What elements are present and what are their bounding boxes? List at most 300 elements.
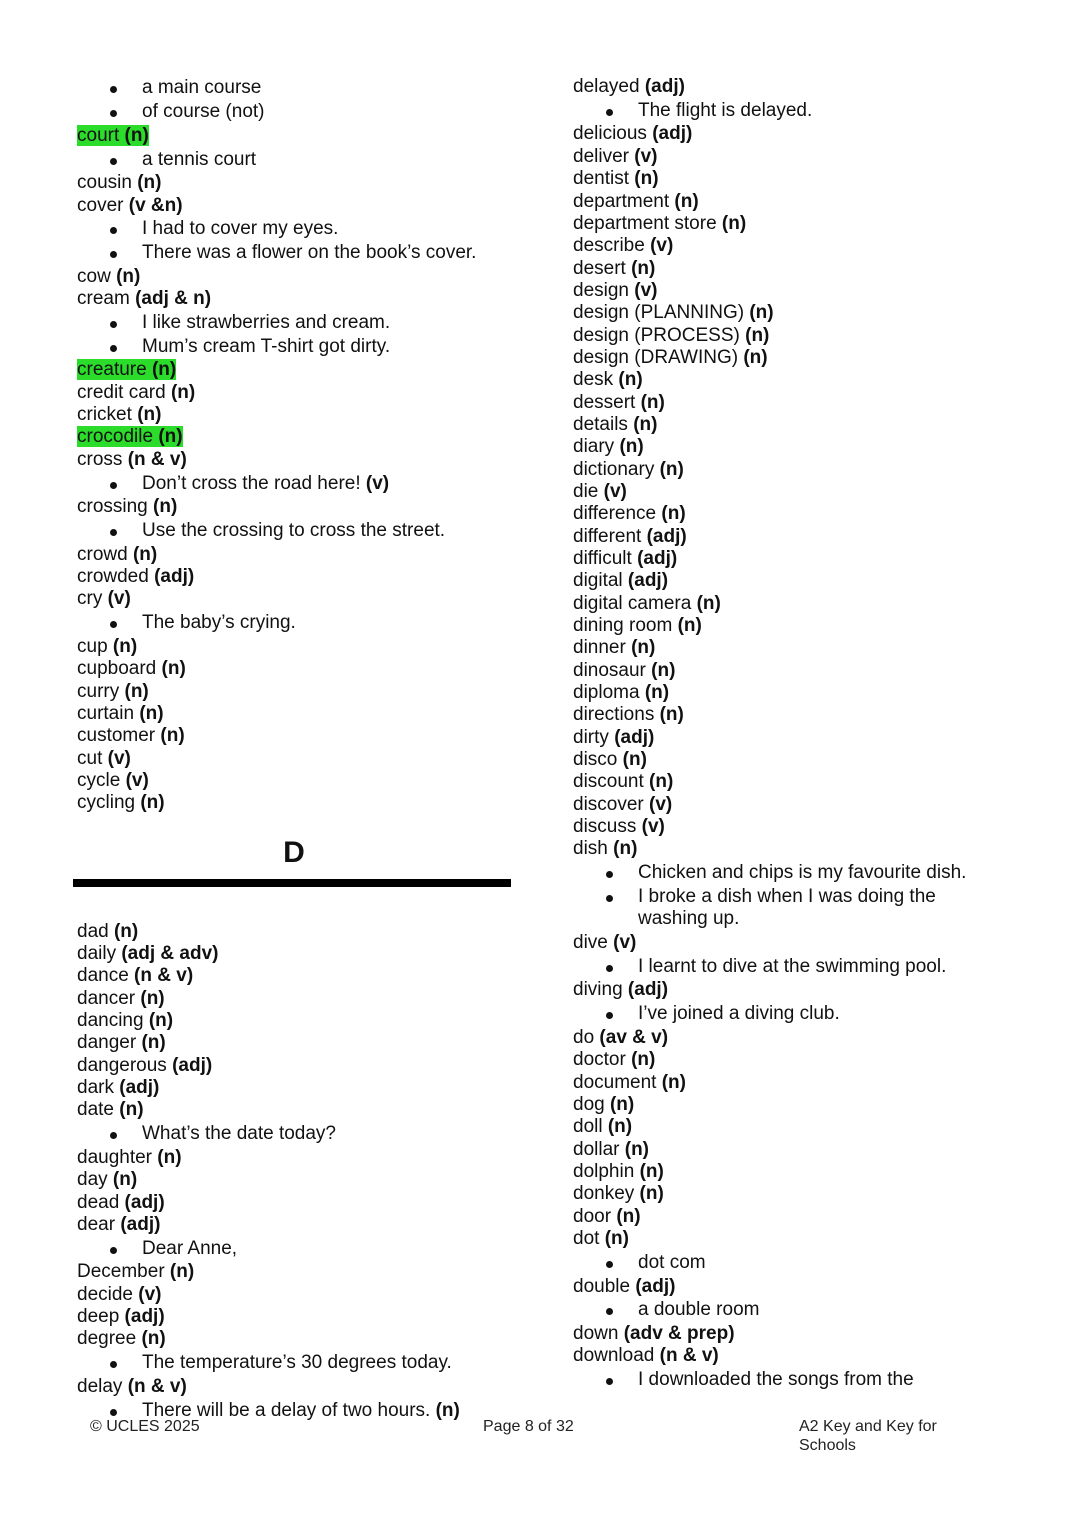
- part-of-speech: (n): [624, 1138, 650, 1160]
- part-of-speech: (v): [603, 480, 627, 502]
- word-entry: [77, 748, 517, 770]
- example-bullet: [77, 520, 517, 542]
- headword: delayed: [573, 76, 645, 97]
- headword: digital: [573, 570, 628, 592]
- word-entry: [77, 770, 517, 792]
- word-entry: [573, 771, 1023, 793]
- part-of-speech: (adj): [172, 1054, 213, 1076]
- example-text: The temperature’s 30 degrees today.: [142, 1352, 452, 1374]
- part-of-speech: (v): [125, 769, 149, 791]
- word-entry: [77, 426, 517, 448]
- word-entry: [573, 191, 1023, 213]
- headword: decide: [77, 1283, 139, 1305]
- example-bullet: [77, 1238, 517, 1260]
- headword: danger: [77, 1032, 142, 1054]
- headword: document: [573, 1071, 662, 1093]
- part-of-speech: (n & v): [659, 1345, 719, 1367]
- example-text: There will be a delay of two hours.: [142, 1399, 436, 1421]
- word-entry: [77, 1055, 517, 1077]
- headword: dead: [77, 1191, 125, 1213]
- part-of-speech: (v): [634, 279, 658, 301]
- word-entry: [77, 792, 517, 814]
- example-text: I like strawberries and cream.: [142, 311, 391, 333]
- part-of-speech: (n): [634, 168, 659, 190]
- headword: cut: [77, 747, 108, 769]
- part-of-speech: (n): [113, 920, 139, 942]
- part-of-speech: (adj): [120, 1213, 161, 1235]
- example-bullet: [573, 886, 1023, 931]
- example-text: I had to cover my eyes.: [142, 218, 339, 240]
- headword: donkey: [573, 1183, 640, 1205]
- example-text: Don’t cross the road here!: [142, 472, 366, 494]
- example-bullet: [573, 1369, 1023, 1391]
- word-entry: [573, 794, 1023, 816]
- part-of-speech: (n): [644, 682, 670, 704]
- word-entry: [573, 1049, 1023, 1071]
- word-entry: [77, 1147, 517, 1169]
- headword: dish: [573, 838, 614, 860]
- part-of-speech: (adj): [124, 1191, 165, 1213]
- headword: dictionary: [573, 458, 660, 480]
- part-of-speech: (v): [138, 1283, 162, 1305]
- headword: design: [573, 279, 635, 301]
- section-divider: [73, 879, 511, 887]
- headword: dollar: [573, 1138, 625, 1160]
- part-of-speech: (adj): [644, 76, 685, 97]
- example-bullet: [77, 1123, 517, 1145]
- word-entry: [77, 172, 517, 194]
- headword: down: [573, 1322, 624, 1344]
- headword: difference: [573, 503, 662, 525]
- headword: date: [77, 1099, 120, 1121]
- headword: digital camera: [573, 592, 697, 614]
- part-of-speech: (n): [153, 496, 178, 518]
- part-of-speech: (n): [661, 503, 686, 525]
- word-entry: [77, 496, 517, 518]
- part-of-speech: (n): [137, 172, 162, 194]
- word-entry: [77, 382, 517, 404]
- word-entry: [77, 988, 517, 1010]
- part-of-speech: (n): [435, 1399, 460, 1421]
- example-bullet: [573, 1299, 1023, 1321]
- part-of-speech: (n): [613, 838, 638, 860]
- word-entry: [573, 280, 1023, 302]
- word-entry: [77, 566, 517, 588]
- example-bullet: [77, 1352, 517, 1374]
- part-of-speech: (n & v): [127, 448, 187, 470]
- part-of-speech: (adj): [614, 726, 655, 748]
- word-entry: [77, 588, 517, 610]
- headword: doctor: [573, 1049, 632, 1071]
- part-of-speech: (n): [140, 987, 165, 1009]
- word-entry: [77, 943, 517, 965]
- part-of-speech: (adj): [627, 979, 669, 1001]
- part-of-speech: (n): [749, 302, 774, 324]
- part-of-speech: (n): [651, 659, 676, 681]
- word-entry: [77, 1077, 517, 1099]
- word-entry: [77, 1099, 517, 1121]
- example-text: I broke a dish when I was doing the: [638, 885, 936, 907]
- word-entry: [77, 1261, 517, 1283]
- headword: cricket: [77, 404, 138, 426]
- headword: daughter: [77, 1146, 158, 1168]
- example-text: Mum’s cream T-shirt got dirty.: [142, 335, 391, 357]
- word-entry: [573, 414, 1023, 436]
- part-of-speech: (n): [721, 212, 747, 234]
- word-entry: [77, 1010, 517, 1032]
- footer-copyright: © UCLES 2025: [90, 1418, 200, 1435]
- part-of-speech: (v): [107, 747, 131, 769]
- headword: cycling: [77, 792, 141, 814]
- headword: daily: [77, 942, 122, 964]
- word-entry: [573, 570, 1023, 592]
- part-of-speech: (n): [639, 1183, 664, 1205]
- word-entry: [77, 636, 517, 658]
- word-entry: [77, 1376, 517, 1398]
- headword: delay: [77, 1375, 128, 1397]
- headword: department store: [573, 212, 722, 234]
- word-entry: [573, 727, 1023, 749]
- headword: door: [573, 1205, 617, 1227]
- part-of-speech: (adj): [119, 1077, 160, 1099]
- left-column: [77, 76, 517, 1423]
- part-of-speech: (n): [141, 1032, 166, 1054]
- example-text: There was a flower on the book’s cover.: [142, 242, 477, 264]
- word-entry: [573, 1161, 1023, 1183]
- word-entry: [573, 436, 1023, 458]
- part-of-speech: (n): [607, 1116, 633, 1138]
- headword: dot: [573, 1228, 605, 1250]
- footer-document-title: A2 Key and Key for Schools: [799, 1418, 937, 1454]
- headword: dentist: [573, 168, 635, 190]
- headword: December: [77, 1261, 170, 1283]
- part-of-speech: (n): [170, 381, 196, 403]
- word-entry: [573, 302, 1023, 324]
- word-entry: [77, 1032, 517, 1054]
- word-entry: [573, 548, 1023, 570]
- headword: dessert: [573, 391, 641, 413]
- part-of-speech: (n): [116, 265, 141, 287]
- headword: disco: [573, 749, 623, 771]
- section-letter: D: [283, 835, 305, 869]
- headword: curry: [77, 680, 125, 702]
- headword: cream: [77, 288, 136, 310]
- word-entry: [77, 1169, 517, 1191]
- headword: cow: [77, 265, 117, 287]
- example-text: Use the crossing to cross the street.: [142, 520, 446, 541]
- word-entry: [573, 1276, 1023, 1298]
- headword: dinosaur: [573, 659, 652, 681]
- headword: diary: [573, 436, 620, 458]
- headword: dark: [77, 1077, 120, 1099]
- headword: design (PROCESS): [573, 324, 746, 346]
- right-column: [573, 76, 1023, 1393]
- word-list-d-continued: [573, 76, 1023, 1391]
- word-entry: [573, 704, 1023, 726]
- word-entry: [573, 615, 1023, 637]
- part-of-speech: (n & v): [134, 965, 194, 987]
- part-of-speech: (n): [137, 404, 162, 426]
- part-of-speech: (n): [619, 436, 644, 458]
- part-of-speech: (n): [743, 346, 768, 368]
- part-of-speech: (n): [140, 792, 165, 814]
- word-entry: [573, 1345, 1023, 1367]
- word-list-d: [77, 921, 517, 1422]
- part-of-speech: (adj): [124, 1306, 165, 1328]
- headword: cupboard: [77, 658, 162, 680]
- headword: discuss: [573, 816, 642, 838]
- word-entry: [77, 449, 517, 471]
- word-entry: [573, 1139, 1023, 1161]
- example-bullet: [77, 149, 517, 171]
- headword: design (DRAWING): [573, 346, 744, 368]
- headword: describe: [573, 235, 651, 257]
- headword: court: [77, 124, 125, 146]
- part-of-speech: (n): [169, 1261, 195, 1283]
- example-bullet: [77, 218, 517, 240]
- example-text: a double room: [638, 1299, 760, 1321]
- example-bullet: [77, 473, 517, 495]
- example-text: of course (not): [142, 101, 265, 123]
- part-of-speech: (n): [604, 1228, 629, 1250]
- word-entry: [573, 481, 1023, 503]
- word-entry: [573, 503, 1023, 525]
- word-entry: [573, 682, 1023, 704]
- headword: difficult: [573, 548, 638, 569]
- example-bullet: [77, 612, 517, 634]
- word-entry: [573, 637, 1023, 659]
- part-of-speech: (n): [124, 124, 149, 146]
- headword: directions: [573, 704, 660, 726]
- word-entry: [573, 235, 1023, 257]
- part-of-speech: (n): [609, 1093, 635, 1115]
- headword: dive: [573, 932, 614, 954]
- example-text: Dear Anne,: [142, 1237, 238, 1259]
- part-of-speech: (adv & prep): [623, 1322, 735, 1344]
- example-bullet: [77, 101, 517, 123]
- word-entry: [573, 213, 1023, 235]
- part-of-speech: (adj & adv): [121, 942, 219, 964]
- headword: discount: [573, 771, 650, 793]
- headword: cross: [77, 448, 128, 470]
- headword: do: [573, 1026, 600, 1048]
- part-of-speech: (n): [157, 1146, 182, 1168]
- word-entry: [77, 921, 517, 943]
- headword: dolphin: [573, 1161, 640, 1183]
- headword: cousin: [77, 172, 138, 194]
- headword: die: [573, 480, 604, 502]
- word-entry: [77, 1214, 517, 1236]
- example-bullet: [573, 1252, 1023, 1274]
- headword: dear: [77, 1213, 121, 1235]
- word-entry: [573, 1323, 1023, 1345]
- word-entry: [573, 347, 1023, 369]
- example-bullet: [77, 312, 517, 334]
- word-entry: [573, 325, 1023, 347]
- part-of-speech: (n): [631, 257, 656, 279]
- part-of-speech: (n): [132, 543, 158, 565]
- headword: deliver: [573, 145, 635, 167]
- footer-page-number: Page 8 of 32: [483, 1418, 574, 1435]
- word-entry: [573, 749, 1023, 771]
- headword: doll: [573, 1116, 608, 1138]
- headword: cover: [77, 194, 129, 216]
- word-entry: [573, 146, 1023, 168]
- word-entry: [77, 544, 517, 566]
- word-entry: [573, 1183, 1023, 1205]
- part-of-speech: (n): [674, 190, 699, 212]
- example-text: I downloaded the songs from the: [638, 1369, 914, 1391]
- example-text: The flight is delayed.: [638, 99, 813, 121]
- part-of-speech: (n): [659, 704, 684, 726]
- part-of-speech: (adj): [154, 566, 195, 588]
- headword: day: [77, 1169, 113, 1191]
- part-of-speech: (n): [160, 725, 185, 747]
- word-entry: [77, 1192, 517, 1214]
- word-entry: [573, 979, 1023, 1001]
- headword: credit card: [77, 381, 171, 403]
- word-entry: [573, 593, 1023, 615]
- example-bullet: [77, 242, 517, 264]
- headword: creature: [77, 359, 152, 381]
- part-of-speech: (n): [659, 458, 684, 480]
- word-entry: [573, 526, 1023, 548]
- headword: dining room: [573, 615, 678, 637]
- word-entry: [573, 459, 1023, 481]
- part-of-speech: (adj): [627, 570, 669, 592]
- word-entry: [77, 658, 517, 680]
- example-bullet: [573, 1003, 1023, 1025]
- part-of-speech: (n): [661, 1071, 686, 1093]
- headword: crocodile: [77, 426, 159, 448]
- word-entry: [573, 660, 1023, 682]
- part-of-speech: (v): [649, 793, 673, 815]
- part-of-speech: (n): [158, 426, 183, 448]
- word-entry: [77, 703, 517, 725]
- part-of-speech: (n): [112, 635, 138, 657]
- word-entry: [77, 404, 517, 426]
- word-entry: [573, 123, 1023, 145]
- word-entry: [77, 359, 517, 381]
- word-entry: [77, 266, 517, 288]
- headword: desert: [573, 257, 632, 279]
- word-entry: [77, 681, 517, 703]
- word-entry: [573, 258, 1023, 280]
- headword: delicious: [573, 123, 653, 145]
- part-of-speech: (n): [139, 702, 164, 724]
- headword: cup: [77, 635, 113, 657]
- part-of-speech: (n): [639, 1161, 664, 1183]
- headword: discover: [573, 793, 650, 815]
- example-text: dot com: [638, 1251, 706, 1273]
- headword: different: [573, 525, 647, 547]
- word-entry: [573, 1228, 1023, 1250]
- part-of-speech: (n): [141, 1328, 166, 1350]
- example-text: The baby’s crying.: [142, 612, 296, 634]
- headword: crossing: [77, 496, 154, 518]
- part-of-speech: (n): [616, 1205, 641, 1227]
- part-of-speech: (n): [119, 1099, 144, 1121]
- word-entry: [573, 76, 1023, 98]
- headword: customer: [77, 725, 161, 747]
- part-of-speech: (n): [649, 771, 674, 793]
- word-entry: [573, 168, 1023, 190]
- example-bullet: [573, 862, 1023, 884]
- headword: department: [573, 190, 675, 212]
- word-entry: [77, 195, 517, 217]
- word-list-c: [77, 77, 517, 814]
- headword: dog: [573, 1093, 610, 1115]
- example-bullet: [573, 956, 1023, 978]
- headword: dangerous: [77, 1054, 173, 1076]
- word-entry: [573, 1027, 1023, 1049]
- headword: cry: [77, 588, 108, 610]
- part-of-speech: (v): [634, 145, 658, 167]
- part-of-speech: (n): [677, 615, 702, 637]
- headword: crowd: [77, 543, 133, 565]
- word-entry: [77, 288, 517, 310]
- headword: dancer: [77, 987, 141, 1009]
- part-of-speech: (n): [631, 1049, 656, 1071]
- headword: dancing: [77, 1010, 149, 1032]
- headword: curtain: [77, 702, 140, 724]
- headword: degree: [77, 1328, 142, 1350]
- example-text: a main course: [142, 77, 262, 99]
- word-entry: [77, 1306, 517, 1328]
- part-of-speech: (n): [618, 369, 643, 391]
- headword: dad: [77, 920, 114, 942]
- headword: download: [573, 1345, 660, 1367]
- part-of-speech: (v): [613, 932, 637, 954]
- example-text: I learnt to dive at the swimming pool.: [638, 955, 947, 977]
- word-entry: [573, 1072, 1023, 1094]
- part-of-speech: (n): [745, 324, 770, 346]
- example-text-continued: washing up.: [638, 908, 740, 930]
- headword: cycle: [77, 769, 126, 791]
- word-entry: [573, 816, 1023, 838]
- word-entry: [573, 392, 1023, 414]
- part-of-speech: (n): [161, 658, 186, 680]
- part-of-speech: (adj): [637, 548, 678, 569]
- word-entry: [77, 965, 517, 987]
- part-of-speech: (n): [148, 1010, 174, 1032]
- word-entry: [573, 838, 1023, 860]
- word-entry: [573, 369, 1023, 391]
- part-of-speech: (n): [112, 1169, 138, 1191]
- word-entry: [573, 1206, 1023, 1228]
- part-of-speech: (v &n): [128, 194, 183, 216]
- headword: dinner: [573, 637, 632, 659]
- example-text: I’ve joined a diving club.: [638, 1003, 840, 1025]
- part-of-speech: (v): [641, 816, 665, 838]
- part-of-speech: (v): [650, 235, 674, 257]
- headword: dirty: [573, 726, 615, 748]
- part-of-speech: (adj): [635, 1275, 676, 1297]
- part-of-speech: (n): [696, 592, 721, 614]
- headword: deep: [77, 1306, 125, 1328]
- headword: double: [573, 1275, 636, 1297]
- part-of-speech: (n): [633, 413, 658, 435]
- part-of-speech: (n): [640, 391, 665, 413]
- headword: dance: [77, 965, 135, 987]
- part-of-speech: (n): [622, 749, 647, 771]
- example-text: a tennis court: [142, 148, 257, 170]
- headword: details: [573, 413, 634, 435]
- word-entry: [573, 1116, 1023, 1138]
- part-of-speech: (n): [124, 680, 149, 702]
- part-of-speech: (adj): [646, 525, 687, 547]
- part-of-speech: (n): [631, 637, 656, 659]
